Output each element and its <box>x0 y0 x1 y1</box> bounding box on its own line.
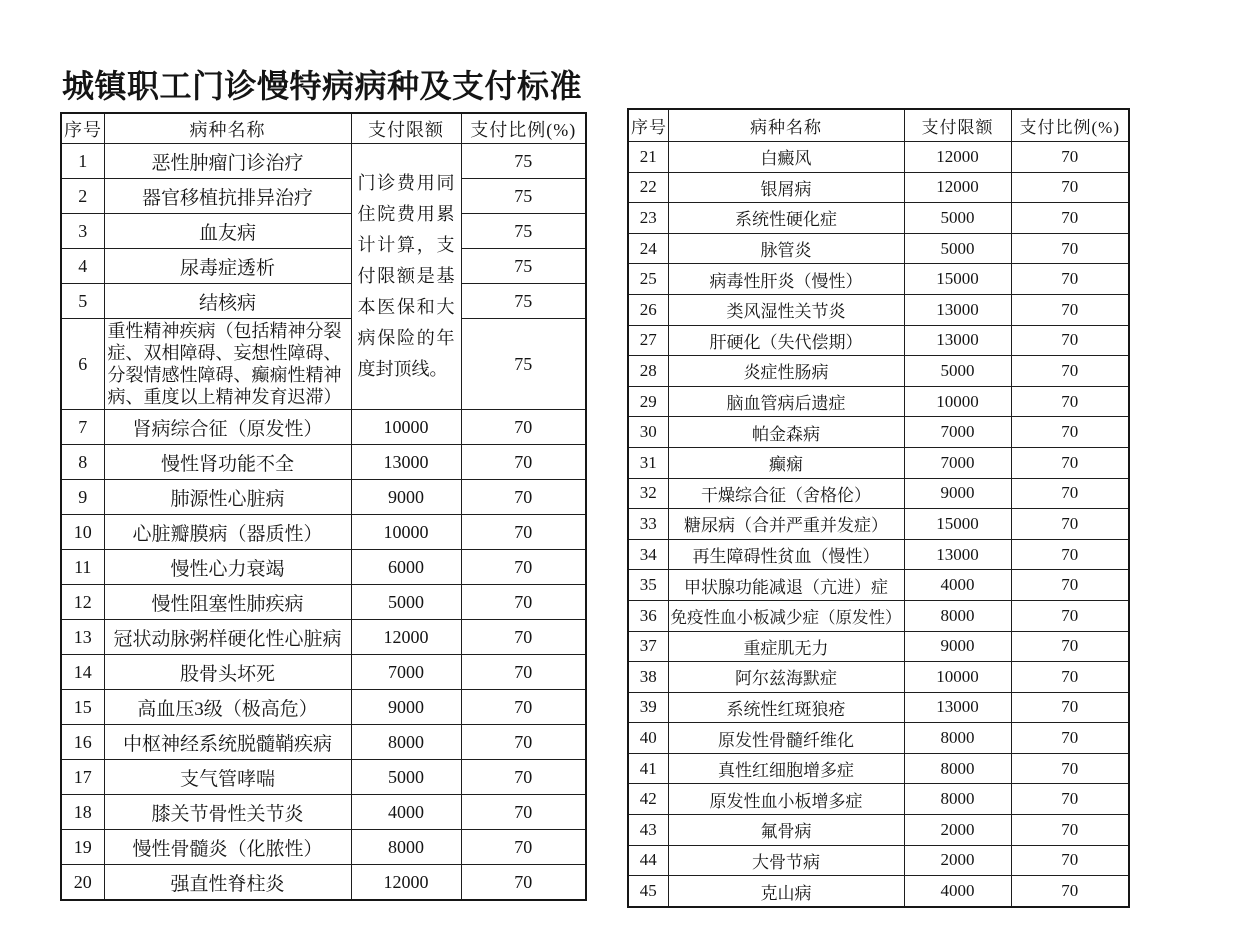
cell-serial-number: 25 <box>628 264 668 295</box>
table-row <box>628 294 1129 325</box>
table-row <box>628 509 1129 540</box>
cell-disease-name: 肾病综合征（原发性） <box>104 410 351 445</box>
table-row <box>628 447 1129 478</box>
table-row <box>61 144 586 179</box>
cell-payment-limit: 10000 <box>351 410 461 445</box>
table-row <box>61 725 586 760</box>
cell-serial-number: 41 <box>628 753 668 784</box>
cell-serial-number: 29 <box>628 386 668 417</box>
payment-standard-table-right <box>627 108 1130 908</box>
table-row <box>61 865 586 901</box>
cell-payment-ratio: 70 <box>1011 172 1129 203</box>
cell-payment-limit: 5000 <box>904 203 1011 234</box>
cell-disease-name: 阿尔兹海默症 <box>668 662 904 693</box>
cell-payment-ratio: 70 <box>1011 815 1129 846</box>
cell-serial-number: 34 <box>628 539 668 570</box>
cell-disease-name: 真性红细胞增多症 <box>668 753 904 784</box>
table-row <box>628 784 1129 815</box>
cell-serial-number: 40 <box>628 723 668 754</box>
cell-disease-name: 原发性骨髓纤维化 <box>668 723 904 754</box>
cell-disease-name: 炎症性肠病 <box>668 356 904 387</box>
cell-disease-name: 原发性血小板增多症 <box>668 784 904 815</box>
cell-payment-ratio: 70 <box>1011 784 1129 815</box>
header-payment-ratio: 支付比例(%) <box>1011 109 1129 142</box>
cell-payment-limit: 9000 <box>904 478 1011 509</box>
cell-disease-name: 克山病 <box>668 876 904 907</box>
cell-disease-name: 病毒性肝炎（慢性） <box>668 264 904 295</box>
cell-payment-ratio: 75 <box>461 179 586 214</box>
header-disease-name: 病种名称 <box>668 109 904 142</box>
cell-disease-name: 心脏瓣膜病（器质性） <box>104 515 351 550</box>
cell-payment-ratio: 70 <box>461 690 586 725</box>
table-row <box>61 319 586 410</box>
cell-payment-limit: 13000 <box>904 294 1011 325</box>
cell-serial-number: 44 <box>628 845 668 876</box>
cell-serial-number: 1 <box>61 144 104 179</box>
cell-payment-ratio: 70 <box>1011 876 1129 907</box>
cell-serial-number: 4 <box>61 249 104 284</box>
cell-serial-number: 14 <box>61 655 104 690</box>
cell-payment-ratio: 70 <box>1011 539 1129 570</box>
cell-disease-name: 脑血管病后遗症 <box>668 386 904 417</box>
table-body <box>628 142 1129 907</box>
cell-payment-limit: 15000 <box>904 264 1011 295</box>
page-title: 城镇职工门诊慢特病病种及支付标准 <box>62 67 583 105</box>
cell-serial-number: 6 <box>61 319 104 410</box>
cell-payment-limit: 13000 <box>351 445 461 480</box>
cell-payment-limit: 8000 <box>904 753 1011 784</box>
cell-payment-limit: 12000 <box>904 172 1011 203</box>
table-row <box>61 249 586 284</box>
cell-disease-name: 肝硬化（失代偿期） <box>668 325 904 356</box>
table-row <box>628 142 1129 173</box>
cell-payment-ratio: 70 <box>1011 264 1129 295</box>
cell-payment-ratio: 70 <box>1011 631 1129 662</box>
cell-serial-number: 22 <box>628 172 668 203</box>
table-row <box>61 445 586 480</box>
cell-disease-name: 系统性红斑狼疮 <box>668 692 904 723</box>
cell-serial-number: 12 <box>61 585 104 620</box>
cell-disease-name: 强直性脊柱炎 <box>104 865 351 901</box>
table-row <box>628 417 1129 448</box>
header-serial-number: 序号 <box>628 109 668 142</box>
cell-payment-ratio: 70 <box>461 865 586 901</box>
table-row <box>61 515 586 550</box>
table-row <box>628 203 1129 234</box>
cell-serial-number: 39 <box>628 692 668 723</box>
cell-serial-number: 28 <box>628 356 668 387</box>
cell-serial-number: 26 <box>628 294 668 325</box>
table-body <box>61 144 586 901</box>
cell-payment-ratio: 70 <box>461 410 586 445</box>
cell-disease-name: 膝关节骨性关节炎 <box>104 795 351 830</box>
cell-payment-ratio: 70 <box>461 515 586 550</box>
cell-payment-ratio: 70 <box>1011 233 1129 264</box>
cell-serial-number: 21 <box>628 142 668 173</box>
cell-disease-name: 银屑病 <box>668 172 904 203</box>
table-row <box>628 753 1129 784</box>
table-row <box>61 655 586 690</box>
table-row <box>628 815 1129 846</box>
cell-serial-number: 36 <box>628 600 668 631</box>
cell-payment-ratio: 70 <box>1011 662 1129 693</box>
table-row <box>61 480 586 515</box>
cell-payment-ratio: 70 <box>461 655 586 690</box>
cell-disease-name: 结核病 <box>104 284 351 319</box>
table-row <box>61 795 586 830</box>
table-row <box>628 631 1129 662</box>
cell-disease-name: 干燥综合征（舍格伦） <box>668 478 904 509</box>
cell-payment-ratio: 75 <box>461 214 586 249</box>
table-row <box>628 723 1129 754</box>
cell-disease-name: 恶性肿瘤门诊治疗 <box>104 144 351 179</box>
cell-payment-ratio: 75 <box>461 144 586 179</box>
header-row <box>628 109 1129 142</box>
table-row <box>61 620 586 655</box>
cell-disease-name <box>104 319 351 410</box>
cell-payment-limit: 9000 <box>904 631 1011 662</box>
table-row <box>628 570 1129 601</box>
cell-payment-limit: 9000 <box>351 690 461 725</box>
cell-payment-limit: 4000 <box>904 876 1011 907</box>
table-row <box>61 550 586 585</box>
cell-serial-number: 7 <box>61 410 104 445</box>
cell-payment-limit: 4000 <box>904 570 1011 601</box>
cell-serial-number: 10 <box>61 515 104 550</box>
header-payment-ratio: 支付比例(%) <box>461 113 586 144</box>
cell-disease-name: 慢性肾功能不全 <box>104 445 351 480</box>
cell-payment-ratio: 70 <box>1011 203 1129 234</box>
cell-payment-ratio: 70 <box>1011 723 1129 754</box>
cell-serial-number: 17 <box>61 760 104 795</box>
cell-serial-number: 5 <box>61 284 104 319</box>
cell-payment-ratio: 70 <box>1011 478 1129 509</box>
cell-payment-ratio: 70 <box>1011 356 1129 387</box>
cell-payment-limit: 5000 <box>351 585 461 620</box>
cell-disease-name: 糖尿病（合并严重并发症） <box>668 509 904 540</box>
table-row <box>628 600 1129 631</box>
cell-payment-ratio: 70 <box>461 550 586 585</box>
cell-payment-limit: 7000 <box>351 655 461 690</box>
cell-payment-limit: 7000 <box>904 417 1011 448</box>
table-row <box>61 830 586 865</box>
cell-payment-ratio: 70 <box>1011 509 1129 540</box>
table-row <box>628 233 1129 264</box>
cell-disease-name: 股骨头坏死 <box>104 655 351 690</box>
header-serial-number: 序号 <box>61 113 104 144</box>
cell-payment-limit: 10000 <box>351 515 461 550</box>
header-disease-name: 病种名称 <box>104 113 351 144</box>
cell-serial-number: 8 <box>61 445 104 480</box>
cell-payment-ratio: 70 <box>461 620 586 655</box>
table-row <box>628 172 1129 203</box>
merged-limit-note <box>351 144 461 410</box>
cell-disease-name: 慢性心力衰竭 <box>104 550 351 585</box>
cell-disease-name: 慢性阻塞性肺疾病 <box>104 585 351 620</box>
cell-payment-ratio: 75 <box>461 284 586 319</box>
table-row <box>61 214 586 249</box>
cell-payment-ratio: 70 <box>1011 325 1129 356</box>
cell-payment-ratio: 70 <box>1011 845 1129 876</box>
cell-serial-number: 3 <box>61 214 104 249</box>
cell-payment-ratio: 70 <box>461 585 586 620</box>
cell-serial-number: 15 <box>61 690 104 725</box>
cell-payment-ratio: 70 <box>461 445 586 480</box>
cell-disease-name: 冠状动脉粥样硬化性心脏病 <box>104 620 351 655</box>
cell-payment-limit: 12000 <box>351 620 461 655</box>
table-row <box>628 325 1129 356</box>
cell-disease-name: 器官移植抗排异治疗 <box>104 179 351 214</box>
cell-payment-ratio: 70 <box>1011 447 1129 478</box>
cell-serial-number: 30 <box>628 417 668 448</box>
cell-serial-number: 32 <box>628 478 668 509</box>
cell-disease-name: 免疫性血小板减少症（原发性） <box>668 600 904 631</box>
cell-disease-name: 白癜风 <box>668 142 904 173</box>
cell-payment-ratio: 70 <box>461 795 586 830</box>
table-row <box>628 845 1129 876</box>
table-row <box>628 876 1129 907</box>
table-row <box>628 692 1129 723</box>
cell-payment-ratio: 70 <box>1011 386 1129 417</box>
table-row <box>628 478 1129 509</box>
cell-payment-ratio: 70 <box>461 760 586 795</box>
cell-disease-name: 尿毒症透析 <box>104 249 351 284</box>
cell-serial-number: 31 <box>628 447 668 478</box>
cell-disease-name: 肺源性心脏病 <box>104 480 351 515</box>
table-row <box>61 410 586 445</box>
cell-payment-ratio: 70 <box>461 480 586 515</box>
cell-payment-limit: 5000 <box>904 233 1011 264</box>
header-payment-limit: 支付限额 <box>904 109 1011 142</box>
cell-payment-limit: 7000 <box>904 447 1011 478</box>
header-payment-limit: 支付限额 <box>351 113 461 144</box>
table-row <box>628 662 1129 693</box>
table-row <box>61 760 586 795</box>
cell-payment-ratio: 70 <box>1011 142 1129 173</box>
cell-payment-limit: 12000 <box>351 865 461 901</box>
cell-serial-number: 13 <box>61 620 104 655</box>
cell-payment-limit: 2000 <box>904 845 1011 876</box>
cell-disease-name: 支气管哮喘 <box>104 760 351 795</box>
cell-serial-number: 27 <box>628 325 668 356</box>
cell-disease-name: 再生障碍性贫血（慢性） <box>668 539 904 570</box>
cell-serial-number: 9 <box>61 480 104 515</box>
cell-payment-ratio: 75 <box>461 249 586 284</box>
cell-payment-ratio: 70 <box>1011 417 1129 448</box>
cell-serial-number: 19 <box>61 830 104 865</box>
header-row <box>61 113 586 144</box>
cell-payment-ratio: 75 <box>461 319 586 410</box>
cell-payment-limit: 15000 <box>904 509 1011 540</box>
cell-disease-name: 类风湿性关节炎 <box>668 294 904 325</box>
cell-payment-limit: 13000 <box>904 692 1011 723</box>
cell-payment-limit: 5000 <box>351 760 461 795</box>
cell-payment-limit: 13000 <box>904 539 1011 570</box>
cell-serial-number: 16 <box>61 725 104 760</box>
cell-disease-name: 重症肌无力 <box>668 631 904 662</box>
cell-disease-name: 慢性骨髓炎（化脓性） <box>104 830 351 865</box>
disease-name-text: 重性精神疾病（包括精神分裂症、双相障碍、妄想性障碍、分裂情感性障碍、癫痫性精神病、重度以上精神发育迟滞） <box>107 321 342 407</box>
cell-serial-number: 11 <box>61 550 104 585</box>
cell-serial-number: 37 <box>628 631 668 662</box>
cell-payment-limit: 2000 <box>904 815 1011 846</box>
cell-disease-name: 系统性硬化症 <box>668 203 904 234</box>
cell-disease-name: 氟骨病 <box>668 815 904 846</box>
cell-payment-ratio: 70 <box>461 830 586 865</box>
cell-payment-ratio: 70 <box>461 725 586 760</box>
cell-payment-limit: 10000 <box>904 662 1011 693</box>
cell-payment-limit: 10000 <box>904 386 1011 417</box>
cell-disease-name: 帕金森病 <box>668 417 904 448</box>
table-header <box>61 113 586 144</box>
cell-payment-limit: 9000 <box>351 480 461 515</box>
table-row <box>628 386 1129 417</box>
merged-limit-note-text: 门诊费用同住院费用累计计算，支付限额是基本医保和大病保险的年度封顶线。 <box>357 173 455 379</box>
cell-payment-ratio: 70 <box>1011 692 1129 723</box>
cell-serial-number: 18 <box>61 795 104 830</box>
cell-serial-number: 24 <box>628 233 668 264</box>
cell-payment-ratio: 70 <box>1011 753 1129 784</box>
cell-payment-limit: 8000 <box>351 725 461 760</box>
cell-serial-number: 35 <box>628 570 668 601</box>
cell-disease-name: 甲状腺功能减退（亢进）症 <box>668 570 904 601</box>
table-row <box>628 356 1129 387</box>
table-row <box>628 264 1129 295</box>
cell-serial-number: 45 <box>628 876 668 907</box>
cell-payment-limit: 8000 <box>904 723 1011 754</box>
cell-disease-name: 癫痫 <box>668 447 904 478</box>
table-row <box>628 539 1129 570</box>
cell-payment-ratio: 70 <box>1011 570 1129 601</box>
cell-serial-number: 33 <box>628 509 668 540</box>
cell-payment-limit: 8000 <box>904 784 1011 815</box>
cell-disease-name: 高血压3级（极高危） <box>104 690 351 725</box>
cell-payment-limit: 13000 <box>904 325 1011 356</box>
cell-disease-name: 脉管炎 <box>668 233 904 264</box>
cell-serial-number: 23 <box>628 203 668 234</box>
cell-serial-number: 43 <box>628 815 668 846</box>
cell-disease-name: 中枢神经系统脱髓鞘疾病 <box>104 725 351 760</box>
cell-serial-number: 38 <box>628 662 668 693</box>
table-row <box>61 585 586 620</box>
cell-payment-limit: 6000 <box>351 550 461 585</box>
table-row <box>61 179 586 214</box>
cell-disease-name: 血友病 <box>104 214 351 249</box>
cell-payment-limit: 8000 <box>351 830 461 865</box>
cell-serial-number: 20 <box>61 865 104 901</box>
cell-payment-limit: 12000 <box>904 142 1011 173</box>
table-row <box>61 284 586 319</box>
cell-payment-limit: 4000 <box>351 795 461 830</box>
cell-payment-ratio: 70 <box>1011 600 1129 631</box>
cell-payment-limit: 8000 <box>904 600 1011 631</box>
cell-serial-number: 42 <box>628 784 668 815</box>
table-row <box>61 690 586 725</box>
cell-payment-ratio: 70 <box>1011 294 1129 325</box>
table-header <box>628 109 1129 142</box>
cell-serial-number: 2 <box>61 179 104 214</box>
cell-disease-name: 大骨节病 <box>668 845 904 876</box>
cell-payment-limit: 5000 <box>904 356 1011 387</box>
payment-standard-table-left <box>60 112 587 901</box>
